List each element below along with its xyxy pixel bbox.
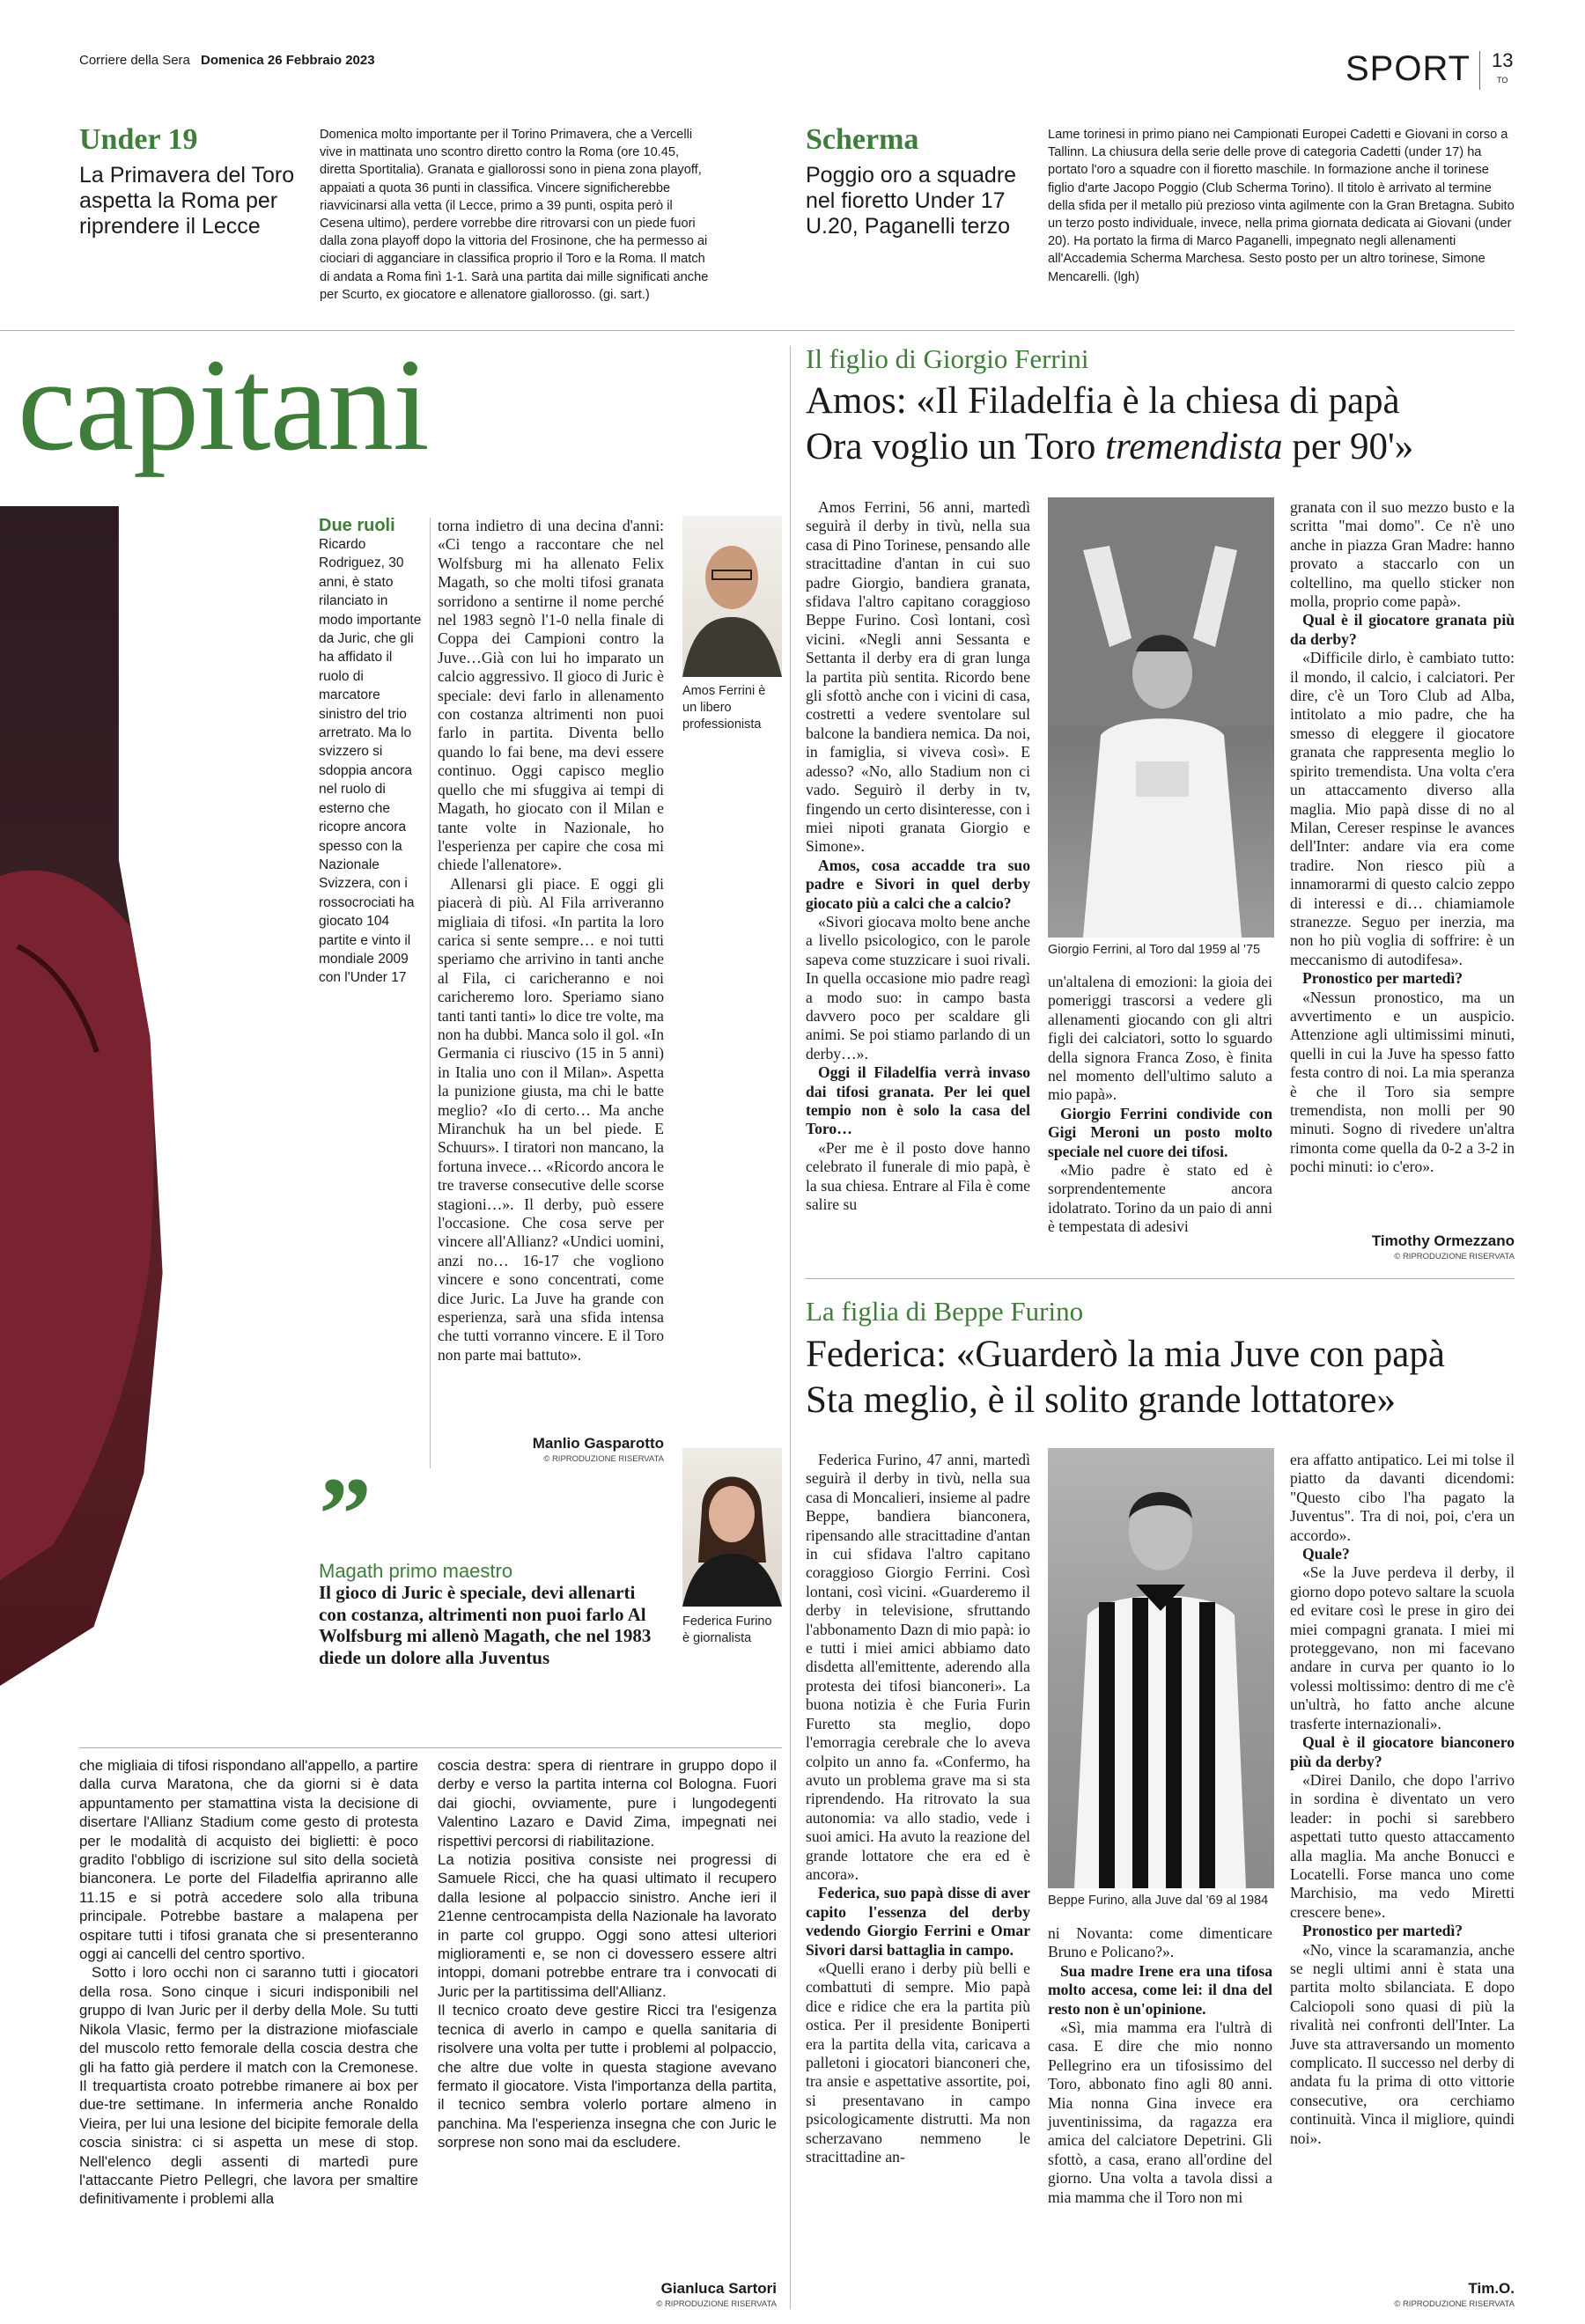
federica-kicker: La figlia di Beppe Furino	[806, 1296, 1084, 1327]
amos-a4: «Difficile dirlo, è cambiato tutto: il mondo, il calcio, i calciatori. Per dire, c'è un Toro Club ad Alba, intitolato a mio padre, che ha smesso di eleggere il giocatore granata che rappresenta meglio lo spirito tremendista. Una volta c'era un attaccamento diverso alla maglia. Mio papà disse di no al Milan, Cereser respinse le avances dell'Inter: andare via era come tradire. Non riesco più a innamorarmi di questo calcio zeppo di interessi e di… chiamiamole stranezze. Seguo per inerzia, ma non ho più voglia di soffrire: è un meccanismo di autodifesa».	[1290, 649, 1515, 968]
amos-a5: «Nessun pronostico, ma un avvertimento e un auspicio. Attenzione agli ultimissimi minuti, quelli in cui la Juve ha spesso fatto festa contro di noi. La mia speranza è che il Toro sia sempre tremendista, non molli per 90 minuti. Sogno di rivedere un'altra rimonta come quella da 0-2 a 3-2 in pochi minuti: io c'ero».	[1290, 988, 1515, 1176]
player-shirt-shape	[0, 506, 313, 1686]
amos-portrait	[682, 516, 782, 677]
fed-q1: Federica, suo papà disse di aver capito l'essenza del derby vedendo Giorgio Ferrini e Omar Sivori darsi battaglia in campo.	[806, 1884, 1030, 1959]
right-middle-rule	[806, 1278, 1515, 1279]
reserved-3: © RIPRODUZIONE RISERVATA	[1394, 1252, 1515, 1261]
fed-para-2: ni Novanta: come dimenticare Bruno e Policano?».	[1048, 1924, 1272, 1961]
left-bottom-rule	[79, 1747, 782, 1748]
amos-title-part-c: per 90'»	[1282, 426, 1414, 467]
amos-col2	[1048, 973, 1272, 1237]
interview-para-2: Allenarsi gli piace. E oggi gli piacerà di più. Al Fila arriveranno migliaia di tifosi. «In partita la loro carica si sente sempre… e noi tutti speriamo che arrivino in tanti anche al Fila, ci caricheranno e noi caricheremo loro. Speriamo siano tanti tanti tanti» lo dice tre volte, ma non ha dubbi. Manca solo il gol. «In Germania ci riuscivo (15 in 5 anni) in Italia uno con il Milan». Aspetta la punizione giusta, ma chi le batte meglio? «Io di certo… Ma anche Miranchuk ha un bel piede. E Schuurs». I tiratori non mancano, la fortuna invece… «Ricordo ancora le tre traverse consecutive delle scorse stagioni…». Il derby, può essere l'occasione. Che cosa serve per vincere all'Allianz? «Undici uomini, anzi no… 16-17 che vogliono vincere e sono concentrati, come dice Juric. La Juve ha grande con esperienza, sarà una sfida intensa che tutti vorranno vincere. E il Toro non parte mai battuto».	[438, 874, 664, 1364]
brief1-title: La Primavera del Toro aspetta la Roma per riprendere il Lecce	[79, 163, 295, 239]
federica-col2	[1048, 1924, 1272, 2207]
bl-para-2: Sotto i loro occhi non ci saranno tutti i giocatori della rosa. Sono cinque i sicuri indisponibili nel gruppo di Ivan Juric per il derby della Mole. Su tutti Nikola Vlasic, fermo per la distrazione miofasciale del muscolo retto femorale della coscia destra che gli ha fatto già perdere il match con la Cremonese. Il trequartista croato potrebbe rimanere ai box per due-tre settimane. In infermeria anche Ronaldo Vieira, per lui una lesione del bicipite femorale della coscia sinistra: ci si aspetta un mese di stop. Nell'elenco degli assenti di martedì pure l'attaccante Pietro Pellegri, che lavora per smaltire definitivamente i problemi alla	[79, 1964, 418, 2208]
bl-para-1: che migliaia di tifosi rispondano all'appello, a partire dalla curva Maratona, che da giorni si è data appuntamento per stamattina vista la decisione di disertare l'Allianz Stadium come gesto di protesta per le modalità di acquisto dei biglietti: è poco gradito l'obbligo di iscrizione sul sito della società bianconera. Le porte del Filadelfia apriranno alle 11.15 e si potrà accedere solo alla tribuna principale. Potrebbe bastare a malapena per ospitare tutti i tifosi granata che si presenteranno oggi ai cancelli del centro sportivo.	[79, 1757, 418, 1963]
amos-q4: Qual è il giocatore granata più da derby?	[1290, 611, 1515, 648]
byline-gasparotto: Manlio Gasparotto	[532, 1435, 664, 1452]
bottom-left-col1	[79, 1756, 418, 2209]
section-name: SPORT	[1345, 49, 1471, 88]
federica-col1	[806, 1451, 1030, 2166]
quote-mark: ”	[319, 1455, 372, 1572]
federica-title-line2: Sta meglio, è il solito grande lottatore»	[806, 1379, 1396, 1421]
interview-para-1: torna indietro di una decina d'anni: «Ci tengo a raccontare che nel Wolfsburg mi ha allenato Felix Magath, so che molti tifosi granata sorridono a sentirne il nome perché nel 1983 segnò l'1-0 nella finale di Coppa dei Campioni contro la Juve…Già con lui ho imparato un calcio aggressivo. Il gioco di Juric è speciale: devi farlo in allenamento con costanza altrimenti non puoi farlo in partita. Diventa bello quando lo fai bene, ma devi essere continuo. Oggi capisco meglio quello che mi sfuggiva ai tempi di Magath, ho giocato con il Milan e tante volte in Nazionale, ho l'esperienza per capire che cosa mi chiede l'allenatore».	[438, 517, 664, 874]
page-number: 13	[1492, 49, 1514, 71]
ferrini-photo	[1048, 497, 1274, 938]
ferrini-photo-caption: Giorgio Ferrini, al Toro dal 1959 al '75	[1048, 943, 1261, 957]
amos-a3: «Mio padre è stato ed è sorprendentemente ancora idolatrato. Torino da un paio di anni è tempestata di adesivi	[1048, 1161, 1272, 1236]
top-rule	[0, 330, 1515, 331]
fed-q3: Quale?	[1302, 1545, 1350, 1563]
fed-para-1: Federica Furino, 47 anni, martedì seguirà il derby in tivù, nella sua casa di Moncalieri, insieme al padre Beppe, bandiera bianconera, ripensando alle stracittadine d'antan in cui sfidava l'altro capitano coraggioso Giorgio Ferrini. Così lontani, così vicini. «Guarderemo il derby in televisione, sfruttando l'abbonamento Dazn di mio papà: io e tutti i miei amici abbiamo dato disdetta all'emittente, aderendo alla protesta dei tifosi bianconeri». La buona notizia è che Furia Furin Furetto sta meglio, dopo l'emorragia cerebrale che lo aveva colpito un anno fa. «Confermo, ha avuto un problema grave ma si sta riprendendo. Ha ritrovato la sua autonomia: va allo stadio, vede i suoi amici. Ha avuto la reazione del grande lottatore che era ed è ancora».	[806, 1451, 1030, 1883]
amos-title-line1: Amos: «Il Filadelfia è la chiesa di papà	[806, 380, 1400, 422]
amos-para-3: granata con il suo mezzo busto e la scritta "mai domo". Ce n'è uno anche in piazza Gran Madre: hanno provato a staccarlo con un coltellino, ma quello sticker non molla, proprio come papà».	[1290, 498, 1515, 611]
bottom-left-col2	[438, 1756, 777, 2152]
federica-portrait	[682, 1448, 782, 1607]
masthead-divider	[1479, 51, 1480, 90]
amos-col1	[806, 498, 1030, 1214]
federica-title-line1: Federica: «Guarderò la mia Juve con papà	[806, 1334, 1445, 1375]
amos-title-part-a: Ora voglio un Toro	[806, 426, 1106, 467]
byline-sartori: Gianluca Sartori	[660, 2280, 777, 2297]
amos-title-line2	[806, 424, 1413, 470]
fed-q5: Pronostico per martedì?	[1302, 1922, 1463, 1940]
interview-column	[438, 517, 664, 1364]
brief2-title: Poggio oro a squadre nel fioretto Under 17 U.20, Paganelli terzo	[806, 163, 1017, 239]
amos-q3: Giorgio Ferrini condivide con Gigi Meroni un posto molto speciale nel cuore dei tifosi.	[1048, 1104, 1272, 1160]
federica-portrait-caption: Federica Furino è giornalista	[682, 1614, 772, 1645]
fed-a3: «Se la Juve perdeva il derby, il giorno dopo potevo saltare la scuola ed evitare così le prese in giro dei miei compagni granata. I miei mi proteggevano, non mi facevano andare in curva per quanto io lo volessi moltissimo: dentro di me c'è un'ultrà, ho fatto anche alcune trasferte internazionali».	[1290, 1563, 1515, 1732]
quote-text: Il gioco di Juric è speciale, devi allenarti con costanza, altrimenti non puoi farlo Al Wolfsburg mi allenò Magath, che nel 1983 diede un dolore alla Juventus	[319, 1582, 652, 1668]
reserved-4: © RIPRODUZIONE RISERVATA	[1394, 2299, 1515, 2309]
player-photo	[0, 506, 313, 1686]
amos-portrait-caption: Amos Ferrini è un libero professionista	[682, 684, 766, 732]
reserved-1: © RIPRODUZIONE RISERVATA	[543, 1454, 664, 1464]
fed-a1: «Quelli erano i derby più belli e combattuti di sempre. Mio papà dice e ridice che era la partita più ostica. Per il presidente Boniperti era la partita della vita, caricava a palletoni i giocatori bianconeri che, tra ansie e aspettative assortite, poi, si presentavano in campo psicologicamente distrutti. Ma non scherzavano nemmeno le stracittadine an-	[806, 1959, 1030, 2166]
col-divider-left	[430, 518, 431, 1468]
furino-photo	[1048, 1448, 1274, 1888]
fed-q4: Qual è il giocatore bianconero più da derby?	[1290, 1733, 1515, 1770]
fed-a5: «No, vince la scaramanzia, anche se negli ultimi anni è stata una partita molto sbilanciata. E dopo Calciopoli sono quasi di più la rivalità nei confronti dell'Inter. La Juve sta attraversando un momento complicato. Il successo nel derby di andata fu la prima di otto vittorie consecutive, ora cerchiamo continuità. Vinca il migliore, quindi noi».	[1290, 1940, 1515, 2147]
amos-title-part-italic: tremendista	[1105, 426, 1283, 467]
fed-q2: Sua madre Irene era una tifosa molto accesa, come lei: il dna del resto non è un'opinione.	[1048, 1961, 1272, 2018]
amos-q1: Amos, cosa accadde tra suo padre e Sivori in quel derby giocato più a calci che a calcio?	[806, 856, 1030, 912]
amos-kicker: Il figlio di Giorgio Ferrini	[806, 343, 1089, 374]
fed-a4: «Direi Danilo, che dopo l'arrivo in sordina è diventato un vero leader: in pochi si sarebbero aspettati tutto questo attaccamento alla maglia. Ma anche Bonucci e Locatelli. Forse manca uno come Marchisio, ma vedo Miretti crescere bene».	[1290, 1770, 1515, 1921]
side-text: Ricardo Rodriguez, 30 anni, è stato rilanciato in modo importante da Juric, che gli ha affidato il ruolo di marcatore sinistro del trio arretrato. Ma lo svizzero si sdoppia ancora nel ruolo di esterno che ricopre ancora spesso con la Nazionale Svizzera, con i rossocrociati ha giocato 104 partite e vinto il mondiale 2009 con l'Under 17	[319, 537, 422, 986]
byline-ormezzano: Timothy Ormezzano	[1371, 1232, 1515, 1249]
issue-date: Domenica 26 Febbraio 2023	[201, 53, 375, 68]
brief1-text: Domenica molto importante per il Torino Primavera, che a Vercelli vive in mattinata uno scontro diretto contro la Roma (ore 10.45, diretta Sportitalia). Granata e giallorossi sono in piena zona playoff, appaiati a quota 36 punti in classifica. Vincere significherebbe riavvicinarsi alla vetta (il Lecce, primo a 39 punti, ospita però il Cesena ultimo), perdere vorrebbe dire ritrovarsi con un piede fuori dalla zona playoff dopo la vittoria del Frosinone, che ha permesso ai ciociari di agganciare in classifica proprio il Toro e la Roma. Il match di andata a Roma finì 1-1. Sarà una partita dai mille significati anche per Scurto, ex giocatore e allenatore giallorosso. (gi. sart.)	[320, 128, 709, 302]
brief2-text: Lame torinesi in primo piano nei Campionati Europei Cadetti e Giovani in corso a Tallinn. La chiusura della serie delle prove di categoria Cadetti (under 17) ha portato l'oro a squadre con il fioretto maschile. In formazione anche il torinese figlio d'arte Jacopo Poggio (Club Scherma Torino). Il titolo è arrivato al termine della sfida per il metallo più prezioso vinta agilmente con la Gran Bretagna. Subito un terzo posto individuale, invece, nella prima giornata dedicata ai Giovani (under 20). Ha portato la firma di Marco Paganelli, impegnato negli allenamenti all'Accademia Scherma Marchesa. Sesto posto per un altro torinese, Simone Mencarelli. (lgh)	[1048, 128, 1515, 284]
amos-q2: Oggi il Filadelfia verrà invaso dai tifosi granata. Per lei quel tempio non è solo la casa del Toro…	[806, 1063, 1030, 1138]
furino-photo-caption: Beppe Furino, alla Juve dal '69 al 1984	[1048, 1894, 1269, 1908]
paper-name: Corriere della Sera	[79, 53, 190, 68]
amos-para-1: Amos Ferrini, 56 anni, martedì seguirà il derby in tivù, nella sua casa di Pino Torinese, pensando alle stracittadine d'antan in cui suo padre Giorgio, bandiera granata, sfidava l'altro capitano coraggioso Beppe Furino. Così lontani, così vicini. «Negli anni Sessanta e Settanta il derby era di gran lunga la partita più sentita. Ricordo bene gli sfottò anche con i vicini di casa, costretti a vedere sventolare sul balcone la bandiera nemica. Da noi, in famiglia, si viveva così». E adesso? «No, allo Stadium non ci vado. Seguirò il derby in tv, fingendo un certo disinteresse, con i miei nipoti granata Giorgio e Simone».	[806, 498, 1030, 856]
amos-a2: «Per me è il posto dove hanno celebrato il funerale di mio papà, è la sua chiesa. Entrare al Fila è come salire su	[806, 1138, 1030, 1214]
edition-code: TO	[1497, 76, 1508, 85]
bl-para-3: coscia destra: spera di rientrare in gruppo dopo il derby e verso la partita interna col Bologna. Fuori dai giochi, ovviamente, pure i lungodegenti Valentino Lazaro e David Zima, impegnati nei rispettivi percorsi di riabilitazione.	[438, 1757, 777, 1850]
federica-col3	[1290, 1451, 1515, 2148]
bl-para-5: Il tecnico croato deve gestire Ricci tra l'esigenza tecnica di averlo in campo e quella sanitaria di risolvere una volta per tutte i problemi al polpaccio, che altre due volte in questa stagione avevano fermato il giocatore. Vista l'importanza della partita, il tecnico sembra volerlo portare almeno in panchina. Ma l'esperienza insegna che con Juric le sorprese non sono mai da escludere.	[438, 2002, 777, 2151]
center-divider	[790, 346, 791, 2309]
fed-para-3: era affatto antipatico. Lei mi tolse il piatto da davanti dicendomi: "Questo cibo l'ha pagato la Juventus". Tra di noi, poi, c'era un accordo».	[1290, 1451, 1515, 1544]
bl-para-4: La notizia positiva consiste nei progressi di Samuele Ricci, che ha quasi ultimato il recupero dalla lesione al polpaccio sinistro. Anche ieri il 21enne centrocampista della Nazionale ha lavorato in parte col gruppo. Oggi sono attesi ulteriori miglioramenti e, se non ci dovessero essere altri intoppi, domani potrebbe entrare tra i convocati di Juric per la partitissima dell'Allianz.	[438, 1851, 777, 2000]
byline-tim-o: Tim.O.	[1468, 2280, 1515, 2297]
fed-a2: «Sì, mia mamma era l'ultrà di casa. E dire che mio nonno Pellegrino era un tifosissimo del Toro, abbonato fino agli 80 anni. Mia nonna Gina invece era juventinissima, da ragazza era amica del calciatore Depetrini. Gli sfottò, a casa, erano all'ordine del giorno. Una volta a tavola dissi a mia mamma che il Toro non mi	[1048, 2019, 1272, 2206]
amos-a1: «Sivori giocava molto bene anche a livello psicologico, con le parole sapeva come stuzzicare i suoi rivali. In quella occasione mio padre reagì a modo suo: in campo basta davvero poco per scaldare gli animi. Se poi stiamo parlando di un derby…».	[806, 912, 1030, 1063]
amos-para-2: un'altalena di emozioni: la gioia dei pomeriggi trascorsi a vedere gli allenamenti giocando con gli altri figli dei calciatori, sotto lo sguardo della signora Franca Zoso, è finita nel momento dell'ultimo saluto a mio papà».	[1048, 973, 1272, 1104]
amos-q5: Pronostico per martedì?	[1302, 969, 1463, 988]
headline-capitani: capitani	[18, 332, 429, 478]
brief2-kicker: Scherma	[806, 123, 919, 156]
reserved-2: © RIPRODUZIONE RISERVATA	[656, 2299, 777, 2309]
brief1-kicker: Under 19	[79, 123, 198, 156]
amos-col3	[1290, 498, 1515, 1177]
quote-kicker: Magath primo maestro	[319, 1560, 513, 1582]
side-kicker: Due ruoli	[319, 516, 395, 535]
